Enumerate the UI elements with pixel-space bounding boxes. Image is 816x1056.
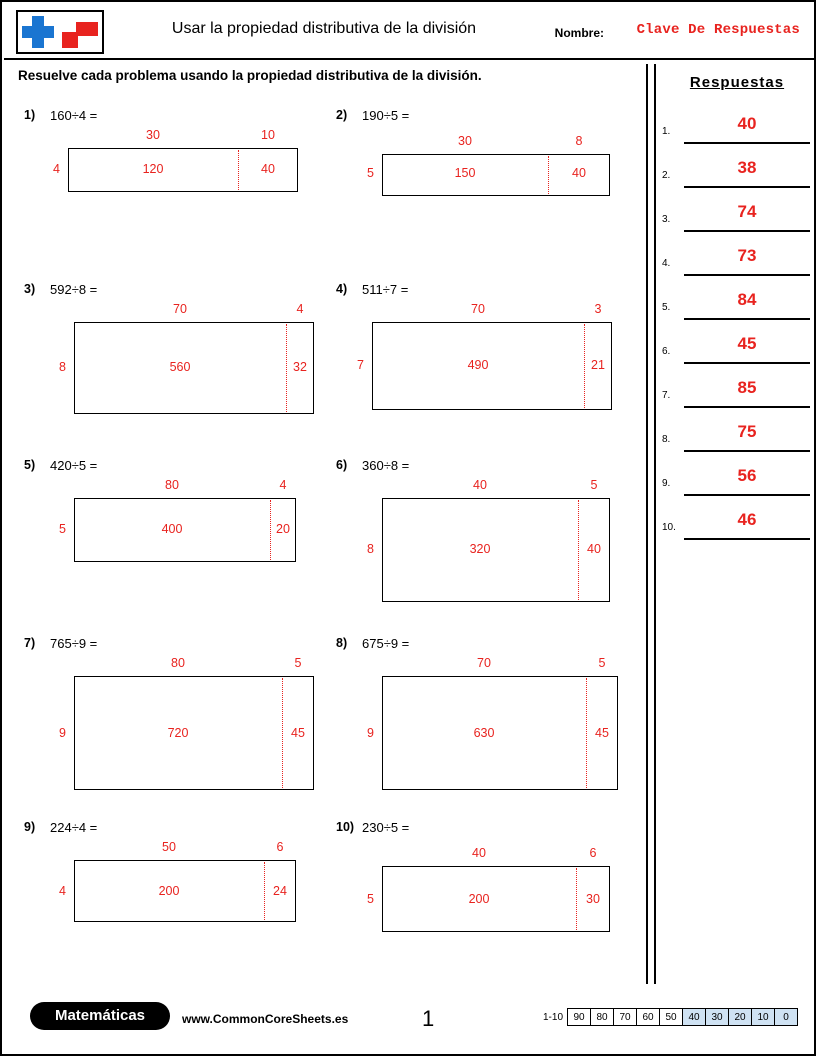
score-cell: 60 — [636, 1008, 659, 1026]
area-model — [367, 134, 610, 196]
answer-row — [662, 414, 812, 458]
answer-row — [662, 502, 812, 546]
answer-value: 38 — [737, 158, 757, 177]
answer-row — [662, 150, 812, 194]
model-inner-right: 21 — [591, 358, 605, 372]
score-cell: 0 — [774, 1008, 798, 1026]
model-divisor: 5 — [59, 522, 66, 536]
model-inner-left: 560 — [169, 360, 191, 374]
score-cell: 70 — [613, 1008, 636, 1026]
problem-number: 9) — [24, 820, 36, 834]
model-inner-right: 40 — [572, 166, 586, 180]
model-top-right: 5 — [598, 656, 606, 670]
model-top-right: 3 — [594, 302, 602, 316]
subject-badge-label: Matemáticas — [54, 1007, 146, 1024]
model-top-left: 30 — [458, 134, 472, 148]
answer-number: 7. — [662, 390, 671, 401]
model-top-right: 10 — [261, 128, 275, 142]
answer-line — [684, 406, 810, 408]
model-top-left: 40 — [473, 478, 487, 492]
area-model — [59, 478, 296, 562]
model-divisor: 5 — [367, 166, 374, 180]
model-top-right: 5 — [590, 478, 598, 492]
answer-row — [662, 282, 812, 326]
answer-value: 75 — [737, 422, 757, 441]
problem-expression: 160÷4 = — [50, 108, 98, 123]
page-header — [4, 4, 814, 60]
problem-expression: 360÷8 = — [362, 458, 410, 473]
answer-line — [684, 318, 810, 320]
answer-number: 1. — [662, 126, 671, 137]
answer-number: 4. — [662, 258, 671, 269]
problem-number: 4) — [336, 282, 348, 296]
model-inner-right: 40 — [587, 542, 601, 556]
answer-value: 84 — [737, 290, 757, 309]
model-top-right: 4 — [296, 302, 304, 316]
answer-line — [684, 142, 810, 144]
problem-number: 7) — [24, 636, 36, 650]
page-number: 1 — [422, 1006, 435, 1031]
answer-value: 74 — [737, 202, 757, 221]
answer-key-badge: Clave De Respuestas — [636, 22, 800, 38]
model-divisor: 9 — [367, 726, 374, 740]
model-divisor: 8 — [367, 542, 374, 556]
score-cell: 40 — [682, 1008, 705, 1026]
answer-number: 6. — [662, 346, 671, 357]
model-top-right: 8 — [575, 134, 583, 148]
answer-value: 85 — [737, 378, 757, 397]
model-divisor: 5 — [367, 892, 374, 906]
problem-number: 1) — [24, 108, 36, 122]
answer-line — [684, 538, 810, 540]
area-model — [53, 128, 298, 192]
subject-badge — [30, 1002, 170, 1030]
problem-number: 10) — [336, 820, 355, 834]
answers-panel-title: Respuestas — [689, 74, 785, 91]
answer-line — [684, 186, 810, 188]
score-scale-range: 1-10 — [542, 1012, 563, 1023]
name-label: Nombre: — [554, 26, 604, 40]
score-cell: 80 — [590, 1008, 613, 1026]
model-inner-left: 400 — [161, 522, 183, 536]
problem-number: 3) — [24, 282, 36, 296]
problem-expression: 190÷5 = — [362, 108, 410, 123]
model-divisor: 7 — [357, 358, 364, 372]
answer-number: 3. — [662, 214, 671, 225]
problem-number: 8) — [336, 636, 348, 650]
model-inner-left: 120 — [142, 162, 164, 176]
answer-row — [662, 326, 812, 370]
area-model — [367, 846, 610, 936]
answer-line — [684, 450, 810, 452]
answer-line — [684, 362, 810, 364]
answer-number: 9. — [662, 478, 671, 489]
model-inner-right: 24 — [273, 884, 287, 898]
area-model — [59, 302, 314, 402]
problem-expression: 511÷7 = — [362, 282, 409, 297]
model-top-left: 70 — [173, 302, 187, 316]
answer-line — [684, 494, 810, 496]
answer-number: 10. — [662, 522, 676, 533]
score-cell: 90 — [567, 1008, 590, 1026]
answer-number: 5. — [662, 302, 671, 313]
score-cell: 50 — [659, 1008, 682, 1026]
answer-value: 56 — [737, 466, 757, 485]
model-inner-left: 200 — [158, 884, 180, 898]
score-cell: 30 — [705, 1008, 728, 1026]
problem-expression: 765÷9 = — [50, 636, 98, 651]
model-inner-right: 45 — [291, 726, 305, 740]
score-scale — [539, 1008, 798, 1026]
model-inner-left: 150 — [454, 166, 476, 180]
area-model — [367, 478, 610, 602]
model-inner-left: 200 — [468, 892, 490, 906]
problem-number: 5) — [24, 458, 36, 472]
model-top-left: 80 — [165, 478, 179, 492]
problem-expression: 675÷9 = — [362, 636, 410, 651]
score-cell: 10 — [751, 1008, 774, 1026]
problem-number: 6) — [336, 458, 348, 472]
model-top-right: 6 — [276, 840, 284, 854]
column-divider-right — [654, 64, 656, 984]
answer-value: 45 — [737, 334, 757, 353]
answer-row — [662, 370, 812, 414]
answer-row — [662, 194, 812, 238]
problem-number: 2) — [336, 108, 348, 122]
site-url: www.CommonCoreSheets.es — [182, 1012, 349, 1026]
area-model — [59, 656, 314, 790]
answer-number: 2. — [662, 170, 671, 181]
area-model — [357, 302, 612, 400]
model-inner-left: 720 — [167, 726, 189, 740]
model-inner-left: 630 — [473, 726, 495, 740]
model-divisor: 8 — [59, 360, 66, 374]
answer-value: 40 — [737, 114, 757, 133]
answer-row — [662, 458, 812, 502]
model-top-right: 4 — [279, 478, 287, 492]
problem-expression: 592÷8 = — [50, 282, 98, 297]
problem-expression: 420÷5 = — [50, 458, 98, 473]
model-inner-right: 45 — [595, 726, 609, 740]
score-cell: 20 — [728, 1008, 751, 1026]
model-inner-right: 40 — [261, 162, 275, 176]
logo-rectangle — [76, 22, 98, 36]
model-divisor: 4 — [59, 884, 66, 898]
logo-plus-vertical — [32, 16, 44, 48]
area-model — [59, 840, 296, 924]
answers-list — [662, 106, 812, 546]
model-inner-right: 32 — [293, 360, 307, 374]
page-title: Usar la propiedad distributiva de la división — [171, 20, 477, 37]
model-inner-right: 20 — [276, 522, 290, 536]
logo-square — [62, 32, 78, 48]
problem-expression: 224÷4 = — [50, 820, 98, 835]
answer-line — [684, 230, 810, 232]
answer-row — [662, 106, 812, 150]
model-top-left: 70 — [477, 656, 491, 670]
area-model — [367, 656, 618, 790]
model-inner-left: 320 — [469, 542, 491, 556]
commoncoresheets-logo-icon — [16, 10, 104, 54]
model-inner-right: 30 — [586, 892, 600, 906]
answer-line — [684, 274, 810, 276]
model-top-right: 5 — [294, 656, 302, 670]
model-top-right: 6 — [589, 846, 597, 860]
model-top-left: 70 — [471, 302, 485, 316]
model-divisor: 4 — [53, 162, 60, 176]
model-inner-left: 490 — [467, 358, 489, 372]
model-top-left: 30 — [146, 128, 160, 142]
model-top-left: 50 — [162, 840, 176, 854]
model-top-left: 40 — [472, 846, 486, 860]
model-top-left: 80 — [171, 656, 185, 670]
instructions-text: Resuelve cada problema usando la propiedad distributiva de la división. — [18, 68, 482, 83]
answer-row — [662, 238, 812, 282]
answer-number: 8. — [662, 434, 671, 445]
problem-expression: 230÷5 = — [362, 820, 410, 835]
column-divider-left — [646, 64, 648, 984]
answer-value: 73 — [737, 246, 757, 265]
answer-value: 46 — [737, 510, 757, 529]
model-divisor: 9 — [59, 726, 66, 740]
